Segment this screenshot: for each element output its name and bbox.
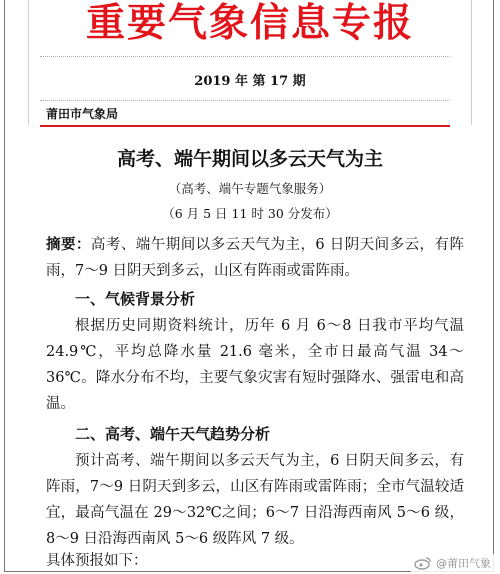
issuing-agency: 莆田市气象局 (46, 107, 119, 121)
document-title: 高考、端午期间以多云天气为主 (116, 148, 383, 170)
dotted-divider (40, 100, 450, 101)
red-rule (40, 125, 450, 127)
masthead-title: 重要气象信息专报 (85, 0, 414, 46)
dotted-divider (40, 56, 450, 57)
forecast-intro: 具体预报如下： (46, 553, 148, 569)
climate-paragraph: 根据历史同期资料统计，历年 6 月 6～8 日我市平均气温 24.9℃，平均总降水量 21.6 毫米，全市日最高气温 34～36℃。降水分布不均，主要气象灾害有短时强降水、强雷电和高温。 (46, 318, 464, 412)
abstract-paragraph (46, 232, 464, 284)
document-subtitle: （高考、端午专题气象服务） (168, 181, 332, 196)
section-heading-trend: 二、高考、端午天气趋势分析 (75, 425, 271, 443)
weibo-watermark (411, 554, 494, 572)
issue-number: 2019 年 第 17 期 (194, 74, 306, 89)
weibo-icon (414, 556, 432, 570)
trend-paragraph: 预计高考、端午期间以多云天气为主，6 日阴天间多云，有阵雨，7～9 日阴天到多云，山区有阵雨或雷阵雨；全市气温较适宜，最高气温在 29～32℃之间；6～7 日沿海西南风 5～6 级，8～9 日沿海西南风 5～6 级阵风 7 级。 (46, 453, 464, 547)
abstract-label: 摘要： (46, 236, 91, 253)
publish-time: （6 月 5 日 11 时 30 分发布） (162, 206, 338, 221)
abstract-text: 高考、端午期间以多云天气为主，6 日阴天间多云，有阵雨，7～9 日阴天到多云，山区有阵雨或雷阵雨。 (46, 237, 464, 279)
watermark-text: @莆田气象 (436, 557, 491, 570)
section-heading-climate: 一、气候背景分析 (75, 290, 196, 308)
